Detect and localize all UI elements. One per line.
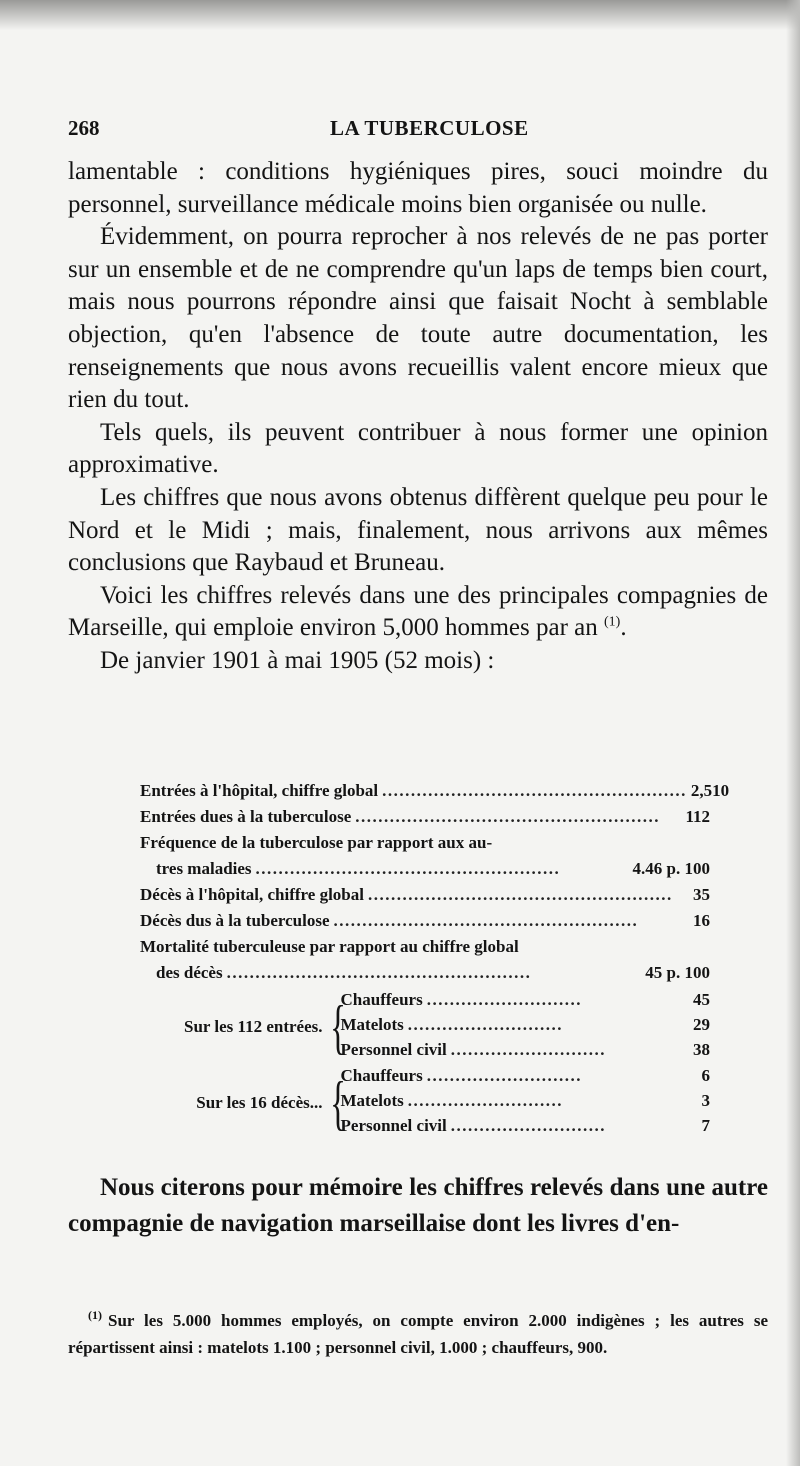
stat-value: 4.46 p. 100: [632, 859, 710, 878]
stat-label: Matelots: [340, 1090, 404, 1110]
stat-label: Chauffeurs: [340, 1065, 423, 1085]
running-title: LA TUBERCULOSE: [330, 116, 529, 140]
page-number: 268: [68, 116, 100, 140]
group-items: [341, 990, 710, 1065]
stat-label: Personnel civil: [340, 1115, 447, 1135]
breakdown-group: [140, 1065, 710, 1141]
stat-row: Chauffeurs ........................... 45: [340, 989, 710, 1009]
group-label: Sur les 16 décès...: [196, 1093, 323, 1112]
stat-value: 2,510: [690, 781, 730, 800]
scan-shadow-top: [0, 0, 800, 30]
closing-paragraph: [68, 1170, 768, 1242]
paragraph: Voici les chiffres relevés dans une des principales compagnies de Marseille, qui emploie environ 5,000 hommes par an $^{(1)}$.: [68, 581, 768, 642]
stat-row: Entrées dues à la tuberculose ..................................................... 112: [140, 807, 710, 826]
stat-value: 29: [693, 1014, 710, 1034]
stat-label: Décès dus à la tuberculose: [140, 911, 330, 930]
stat-row: des décès ..................................................... 45 p. 100: [140, 963, 710, 989]
stat-value: 38: [693, 1039, 710, 1059]
stat-label: Personnel civil: [340, 1039, 447, 1059]
group-label: Sur les 112 entrées.: [184, 1017, 323, 1036]
paragraph: De janvier 1901 à mai 1905 (52 mois) :: [100, 646, 495, 674]
stat-row: Chauffeurs ........................... 6: [340, 1065, 710, 1085]
footnote-paragraph: [68, 1308, 768, 1361]
paragraph: Les chiffres que nous avons obtenus diffèrent quelque peu pour le Nord et le Midi ; mais, finalement, nous arrivons aux mêmes conclusions que Raybaud et Bruneau.: [68, 483, 768, 577]
scan-shadow-right: [786, 0, 800, 1466]
stat-label: Entrées à l'hôpital, chiffre global: [140, 781, 379, 800]
stat-value: 16: [693, 911, 710, 930]
stat-row: Personnel civil ........................... 7: [340, 1115, 710, 1135]
stat-value: 112: [685, 807, 710, 826]
statistics-table: [140, 781, 730, 1141]
stat-row: Personnel civil ........................... 38: [340, 1039, 710, 1059]
breakdown-group: [140, 989, 710, 1065]
footnote: [68, 1308, 768, 1361]
footnote-reference[interactable]: (1): [604, 614, 621, 630]
footnote-mark: (1): [88, 1308, 102, 1322]
group-items: [341, 1066, 710, 1141]
paragraph-text: Voici les chiffres relevés dans une des principales compagnies de Marseille, qui emploie environ 5,000 hommes par an: [68, 581, 768, 642]
page-header: [68, 116, 768, 148]
paragraph: Évidemment, on pourra reprocher à nos relevés de ne pas porter sur un ensemble et de ne comprendre qu'un laps de temps bien court, mais nous pourrons répondre ainsi que faisait Nocht à semblable objection, qu'en l'absence de toute autre documentation, les renseignements que nous avons recueillis valent encore mieux que rien du tout.: [68, 223, 768, 414]
stat-label: Chauffeurs: [340, 989, 423, 1009]
stat-value: 6: [701, 1065, 710, 1085]
stat-row: Entrées à l'hôpital, chiffre global ..................................................... 2,510: [140, 781, 730, 800]
stat-label: Mortalité tuberculeuse par rapport au chiffre global: [140, 937, 519, 956]
paragraph: Nous citerons pour mémoire les chiffres relevés dans une autre compagnie de navigation marseillaise dont les livres d'en-: [68, 1174, 768, 1237]
paragraph: Tels quels, ils peuvent contribuer à nous former une opinion approximative.: [68, 418, 768, 479]
stat-value: 45 p. 100: [645, 963, 710, 982]
stat-value: 35: [693, 885, 710, 904]
brace-icon: {: [329, 1070, 346, 1136]
stat-value: 7: [701, 1115, 710, 1135]
stat-row: Décès à l'hôpital, chiffre global ..................................................... 35: [140, 885, 710, 904]
stat-row: tres maladies ..................................................... 4.46 p. 100: [140, 859, 710, 885]
main-text: [68, 156, 768, 678]
stat-value: 3: [701, 1090, 710, 1110]
stat-label: Décès à l'hôpital, chiffre global: [140, 885, 364, 904]
brace-icon: {: [329, 994, 346, 1060]
footnote-text: Sur les 5.000 hommes employés, on compte environ 2.000 indigènes ; les autres se répartissent ainsi : matelots 1.100 ; personnel civil, 1.000 ; chauffeurs, 900.: [68, 1311, 768, 1357]
stat-label: des décès: [156, 963, 223, 982]
stat-label: Matelots: [340, 1014, 404, 1034]
stat-value: 45: [693, 989, 710, 1009]
stat-label: Entrées dues à la tuberculose: [140, 807, 352, 826]
stat-row: Décès dus à la tuberculose ..................................................... 16: [140, 911, 710, 930]
stat-row: Matelots ........................... 3: [340, 1090, 710, 1110]
paragraph: lamentable : conditions hygiéniques pires, souci moindre du personnel, surveillance médicale moins bien organisée ou nulle.: [68, 158, 768, 218]
stat-row: Matelots ........................... 29: [340, 1014, 710, 1034]
stat-label: Fréquence de la tuberculose par rapport aux au-: [140, 833, 493, 852]
stat-label: tres maladies: [156, 859, 252, 878]
